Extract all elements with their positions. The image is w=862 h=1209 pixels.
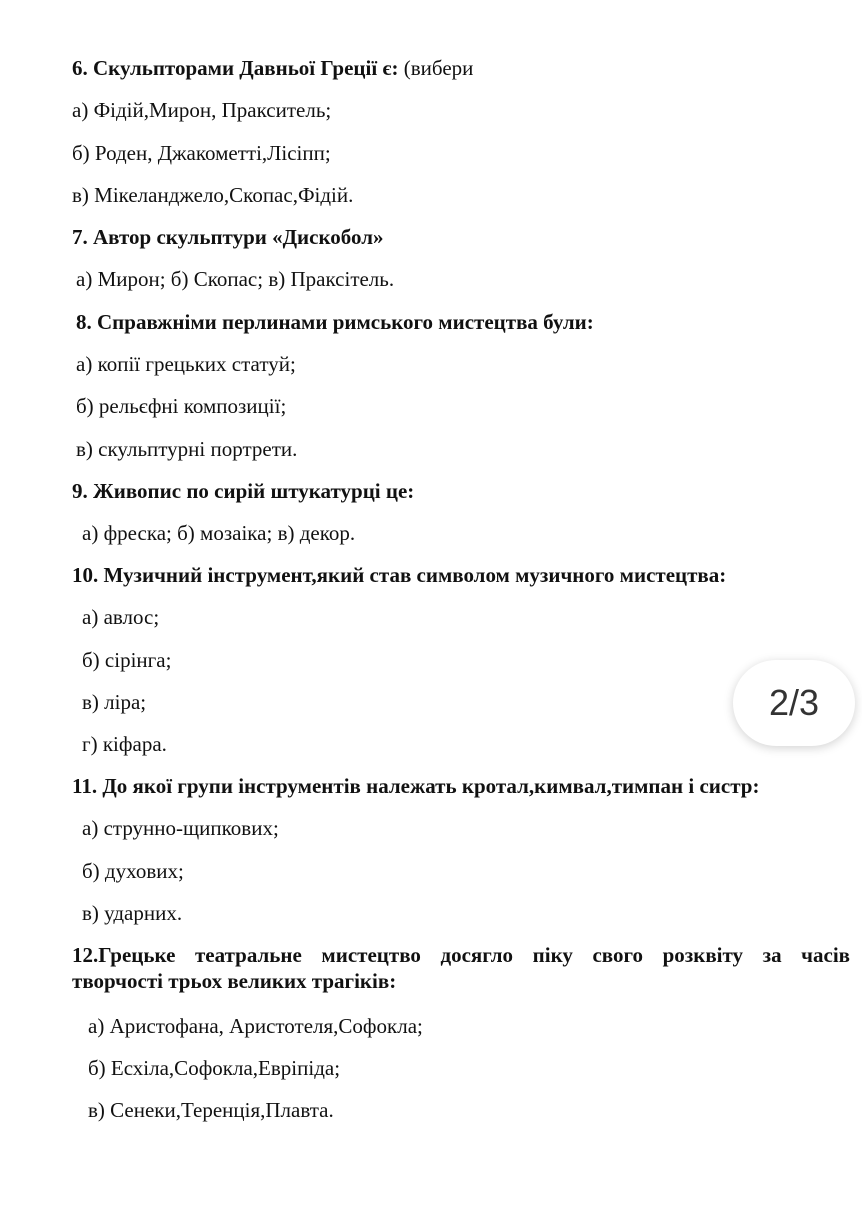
page-indicator-badge: 2/3 (733, 660, 855, 746)
question-12-line-2: творчості трьох великих трагіків: (72, 969, 397, 993)
question-7: 7. Автор скульптури «Дискобол» (72, 225, 384, 249)
question-12 (72, 942, 850, 994)
answer-12b: б) Есхіла,Софокла,Евріпіда; (88, 1056, 341, 1080)
question-12-line-1: 12.Грецьке театральне мистецтво досягло піку свого розквіту за часів (72, 943, 850, 967)
answer-8b: б) рельєфні композиції; (76, 394, 287, 418)
answer-6b: б) Роден, Джакометті,Лісіпп; (72, 141, 331, 165)
answer-6c: в) Мікеланджело,Скопас,Фідій. (72, 183, 354, 207)
question-9: 9. Живопис по сирій штукатурці це: (72, 479, 415, 503)
answer-11b: б) духових; (82, 859, 184, 883)
answer-8c: в) скульптурні портрети. (76, 437, 298, 461)
answer-11c: в) ударних. (82, 901, 183, 925)
question-6: 6. Скульпторами Давньої Греції є: (вибери (72, 56, 474, 80)
answer-12c: в) Сенеки,Теренція,Плавта. (88, 1098, 334, 1122)
question-8: 8. Справжніми перлинами римського мистецтва були: (76, 310, 594, 334)
answer-10c: в) ліра; (82, 690, 147, 714)
answer-12a: а) Аристофана, Аристотеля,Софокла; (88, 1014, 423, 1038)
answer-10b: б) сірінга; (82, 648, 172, 672)
answers-9: а) фреска; б) мозаіка; в) декор. (82, 521, 356, 545)
question-10: 10. Музичний інструмент,який став символом музичного мистецтва: (72, 563, 727, 587)
answer-11a: а) струнно-щипкових; (82, 816, 279, 840)
answers-7: а) Мирон; б) Скопас; в) Праксітель. (76, 267, 395, 291)
answer-6a: а) Фідій,Мирон, Пракситель; (72, 98, 332, 122)
answer-10d: г) кіфара. (82, 732, 167, 756)
answer-8a: а) копії грецьких статуй; (76, 352, 296, 376)
question-11: 11. До якої групи інструментів належать кротал,кимвал,тимпан і систр: (72, 774, 760, 798)
answer-10a: а) авлос; (82, 605, 160, 629)
